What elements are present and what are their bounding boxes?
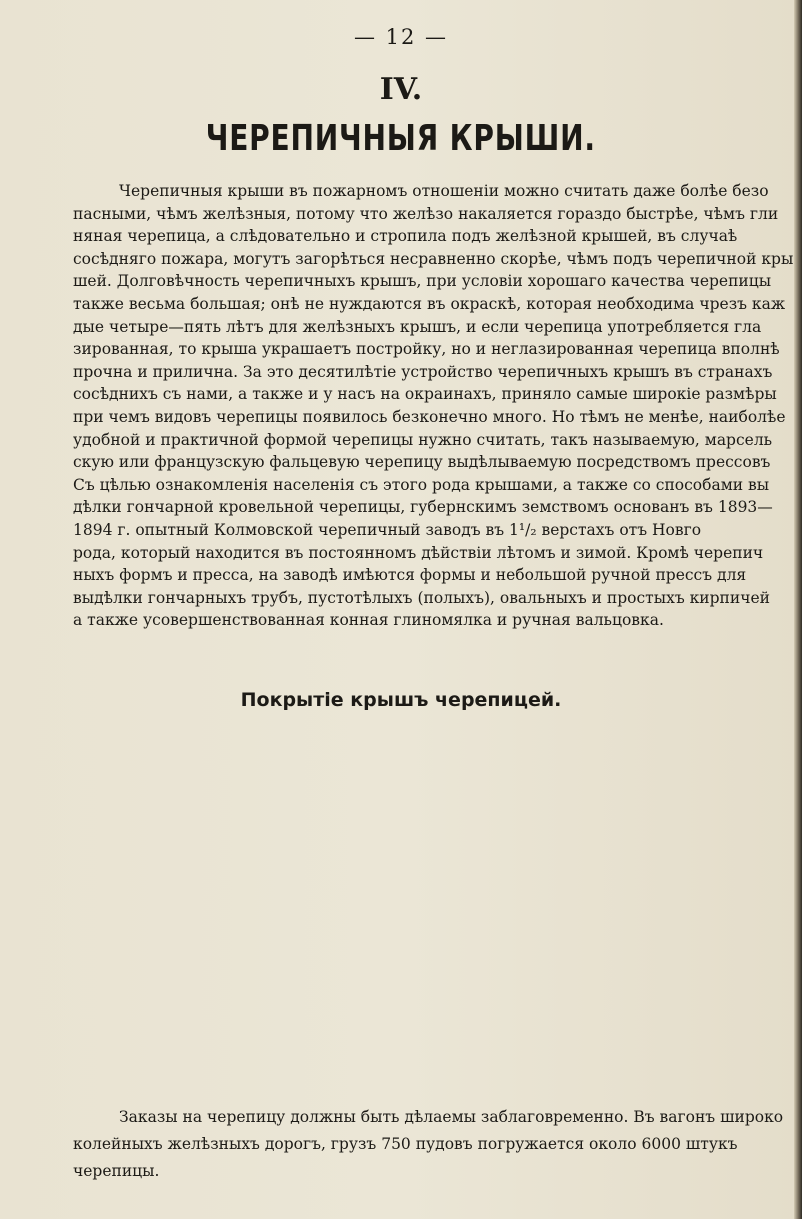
paragraph-line: прочна и прилична. За это десятилѣтiе устройство черепичныхъ крышъ въ странахъ	[73, 362, 773, 381]
closing-line: колейныхъ желѣзныхъ дорогъ, грузъ 750 пудовъ погружается около 6000 штукъ	[73, 1135, 738, 1153]
closing-line: черепицы.	[73, 1162, 160, 1180]
paragraph-line: шей. Долговѣчность черепичныхъ крышъ, при условiи хорошаго качества черепицы	[73, 272, 772, 291]
paragraph-line: дые четыре—пять лѣтъ для желѣзныхъ крышъ, и если черепица употребляется гла	[73, 317, 762, 336]
paragraph-line: зированная, то крыша украшаетъ постройку, но и неглазированная черепица вполнѣ	[73, 340, 780, 359]
paragraph-line: рода, который находится въ постоянномъ дѣйствiи лѣтомъ и зимой. Кромѣ черепич	[73, 543, 764, 562]
paragraph-line: удобной и практичной формой черепицы нужно считать, такъ называемую, марсель	[73, 430, 773, 449]
paragraph-line: 1894 г. опытный Колмовской черепичный заводъ въ 1¹/₂ верстахъ отъ Новго	[73, 520, 702, 539]
paragraph-line: скую или французскую фальцевую черепицу выдѣлываемую посредствомъ прессовъ	[73, 453, 771, 472]
paragraph-line: Съ цѣлью ознакомленiя населенiя съ этого рода крышами, а также со способами вы	[73, 475, 770, 494]
paragraph-line: при чемъ видовъ черепицы появилось безконечно много. Но тѣмъ не менѣе, наиболѣе	[73, 407, 786, 426]
closing-line: Заказы на черепицу должны быть дѣлаемы заблаговременно. Въ вагонъ широко	[119, 1108, 784, 1126]
main-paragraph	[73, 180, 802, 632]
paragraph-line: ныхъ формъ и пресса, на заводѣ имѣются формы и небольшой ручной прессъ для	[73, 566, 747, 585]
paragraph-line: сосѣднихъ съ нами, а также и у насъ на окраинахъ, приняло самые широкiе размѣры	[73, 385, 777, 404]
paragraph-line: пасными, чѣмъ желѣзныя, потому что желѣзо накаляется гораздо быстрѣе, чѣмъ гли	[73, 204, 779, 223]
paragraph-line: также весьма большая; онѣ не нуждаются въ окраскѣ, которая необходима чрезъ каж	[73, 294, 786, 313]
paragraph-line: а также усовершенствованная конная глиномялка и ручная вальцовка.	[73, 611, 664, 630]
paragraph-line: выдѣлки гончарныхъ трубъ, пустотѣлыхъ (полыхъ), овальныхъ и простыхъ кирпичей	[73, 588, 770, 607]
subheading: Покрытiе крышъ черепицей.	[240, 689, 562, 711]
paragraph-line: дѣлки гончарной кровельной черепицы, губернскимъ земствомъ основанъ въ 1893—	[73, 498, 773, 517]
page-number: — 12 —	[353, 25, 449, 49]
paragraph-line: няная черепица, а слѣдовательно и стропила подъ желѣзной крышей, въ случаѣ	[73, 227, 738, 246]
chapter-number: IV.	[379, 72, 423, 107]
section-title: ЧЕРЕПИЧНЫЯ КРЫШИ.	[205, 118, 596, 159]
paragraph-line: сосѣдняго пожара, могутъ загорѣться несравненно скорѣе, чѣмъ подъ черепичной кры	[73, 249, 794, 268]
closing-paragraph	[73, 1104, 802, 1185]
paragraph-line: Черепичныя крыши въ пожарномъ отношенiи можно считать даже болѣе безо	[119, 182, 769, 200]
